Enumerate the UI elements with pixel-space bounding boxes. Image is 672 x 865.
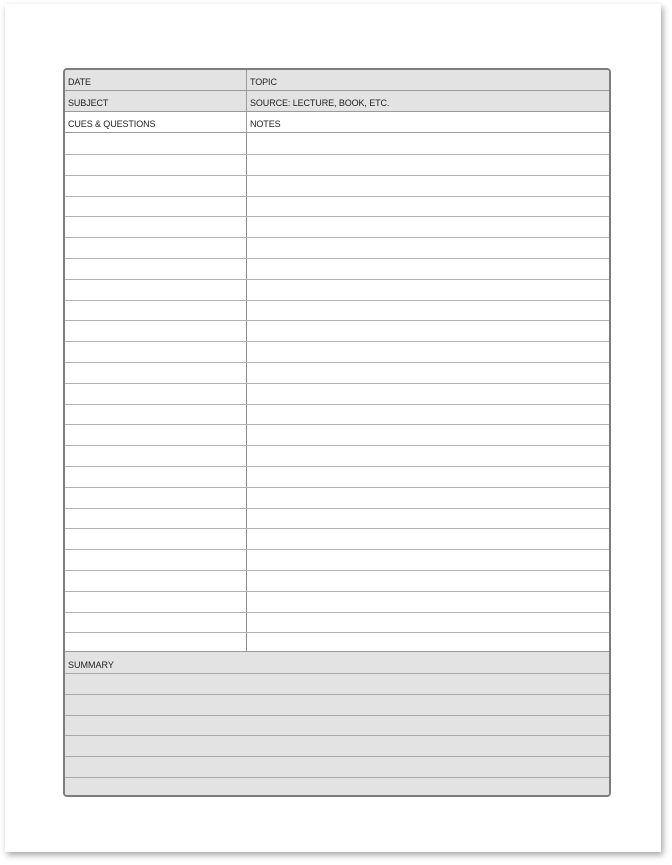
notes-ruled-line — [65, 258, 609, 259]
notes-ruled-line — [65, 196, 609, 197]
notes-ruled-line — [65, 528, 609, 529]
date-field[interactable] — [65, 70, 247, 90]
subject-field[interactable] — [65, 91, 247, 111]
notes-ruled-line — [65, 175, 609, 176]
header-row-subject-source — [65, 91, 609, 112]
source-field[interactable] — [247, 91, 609, 111]
summary-ruled-line — [65, 673, 609, 674]
notes-ruled-line — [65, 154, 609, 155]
subject-label: SUBJECT — [68, 98, 109, 108]
cues-label: CUES & QUESTIONS — [68, 119, 156, 129]
header-row-cues-notes — [65, 112, 609, 133]
notes-ruled-line — [65, 424, 609, 425]
notes-column-header — [247, 112, 609, 132]
summary-ruled-line — [65, 735, 609, 736]
notes-ruled-line — [65, 591, 609, 592]
topic-label: TOPIC — [250, 77, 277, 87]
notes-page — [5, 4, 661, 852]
source-label: SOURCE: LECTURE, BOOK, ETC. — [250, 98, 390, 108]
summary-label: SUMMARY — [68, 660, 114, 670]
notes-ruled-line — [65, 632, 609, 633]
notes-ruled-line — [65, 549, 609, 550]
notes-label: NOTES — [250, 119, 281, 129]
notes-ruled-line — [65, 612, 609, 613]
summary-ruled-line — [65, 694, 609, 695]
cornell-notes-sheet — [63, 68, 611, 797]
notes-ruled-line — [65, 570, 609, 571]
notes-ruled-line — [65, 362, 609, 363]
notes-ruled-line — [65, 237, 609, 238]
column-divider — [246, 133, 247, 651]
topic-field[interactable] — [247, 70, 609, 90]
notes-ruled-line — [65, 216, 609, 217]
header-row-date-topic — [65, 70, 609, 91]
notes-ruled-line — [65, 279, 609, 280]
notes-ruled-line — [65, 341, 609, 342]
notes-ruled-line — [65, 383, 609, 384]
notes-ruled-line — [65, 487, 609, 488]
notes-ruled-line — [65, 466, 609, 467]
notes-ruled-line — [65, 508, 609, 509]
notes-ruled-line — [65, 404, 609, 405]
notes-ruled-line — [65, 320, 609, 321]
summary-section[interactable] — [65, 651, 609, 797]
summary-ruled-line — [65, 715, 609, 716]
cues-column-header — [65, 112, 247, 132]
summary-ruled-line — [65, 777, 609, 778]
notes-ruled-line — [65, 445, 609, 446]
summary-ruled-line — [65, 756, 609, 757]
notes-ruled-line — [65, 300, 609, 301]
date-label: DATE — [68, 77, 91, 87]
